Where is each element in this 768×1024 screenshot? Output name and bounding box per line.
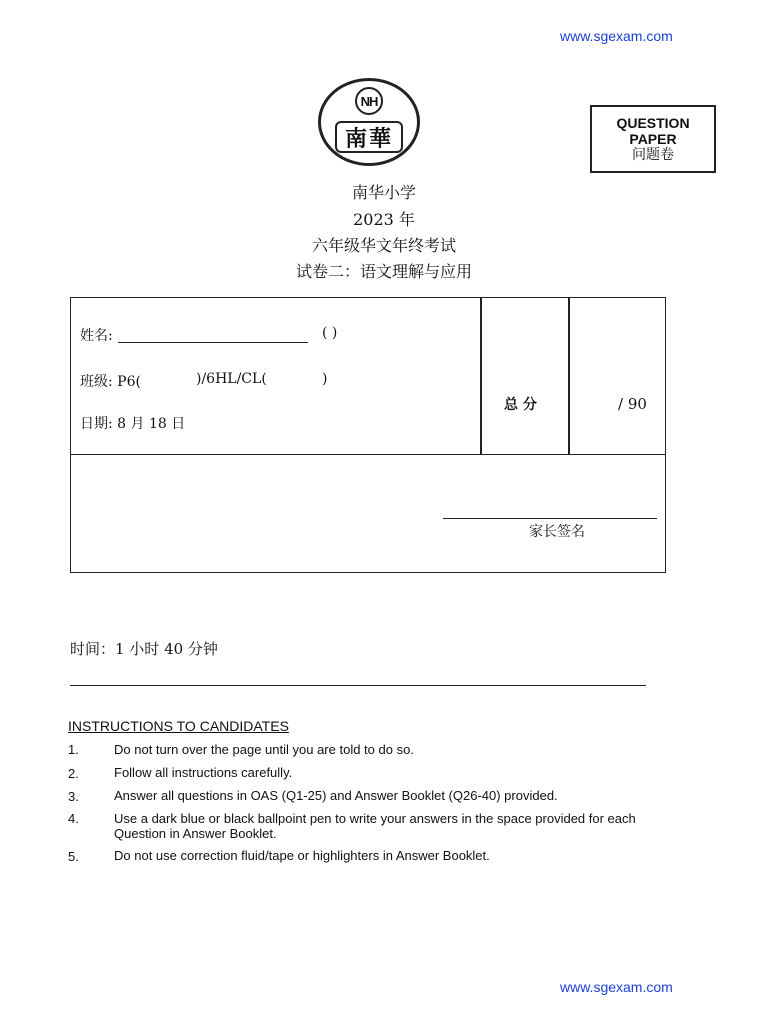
- total-score: / 90: [618, 395, 647, 413]
- class-mid-label: )/6HL/CL(: [196, 371, 267, 387]
- website-link-top[interactable]: www.sgexam.com: [560, 28, 673, 44]
- instruction-text: Answer all questions in OAS (Q1-25) and Answer Booklet (Q26-40) provided.: [114, 788, 558, 803]
- date-label: 日期: 8 月 18 日: [80, 416, 186, 432]
- instruction-text: Follow all instructions carefully.: [114, 765, 293, 780]
- instruction-text: Do not turn over the page until you are told to do so.: [114, 742, 414, 757]
- instruction-number: 5.: [68, 849, 79, 864]
- badge-line3: 问题卷: [632, 147, 674, 163]
- website-link-bottom[interactable]: www.sgexam.com: [560, 979, 673, 995]
- parent-signature-label: 家长签名: [529, 524, 585, 540]
- paper-title: 试卷二：语文理解与应用: [295, 262, 472, 281]
- instruction-text: Use a dark blue or black ballpoint pen to write your answers in the space provided for each Question in Answer Booklet.: [114, 811, 636, 841]
- name-field[interactable]: [118, 342, 308, 343]
- parent-signature-line[interactable]: [443, 518, 657, 519]
- instruction-text: Do not use correction fluid/tape or highlighters in Answer Booklet.: [114, 848, 490, 863]
- badge-line2: PAPER: [629, 131, 677, 147]
- class-label: 班级: P6(: [80, 374, 141, 390]
- logo-initials: NH: [355, 87, 383, 115]
- class-end-label: ): [322, 371, 328, 387]
- divider-line: [480, 297, 482, 455]
- section-divider: [70, 685, 646, 686]
- instructions-title: INSTRUCTIONS TO CANDIDATES: [68, 718, 289, 734]
- instruction-number: 3.: [68, 789, 79, 804]
- exam-duration: 时间：1 小时 40 分钟: [70, 640, 218, 658]
- exam-year: 2023 年: [353, 210, 415, 229]
- question-paper-badge: [590, 105, 716, 173]
- instruction-number: 2.: [68, 766, 79, 781]
- total-label: 总 分: [504, 397, 537, 413]
- register-number-field[interactable]: ( ): [322, 325, 338, 341]
- name-label: 姓名:: [80, 328, 113, 344]
- school-name: 南华小学: [351, 183, 416, 202]
- school-logo: [318, 78, 420, 166]
- badge-line1: QUESTION: [616, 115, 690, 131]
- divider-line: [568, 297, 570, 455]
- instruction-number: 1.: [68, 742, 79, 757]
- parent-signature-box: [70, 454, 666, 573]
- logo-name: 南華: [335, 121, 403, 153]
- instruction-number: 4.: [68, 811, 79, 826]
- exam-title: 六年级华文年终考试: [311, 236, 456, 255]
